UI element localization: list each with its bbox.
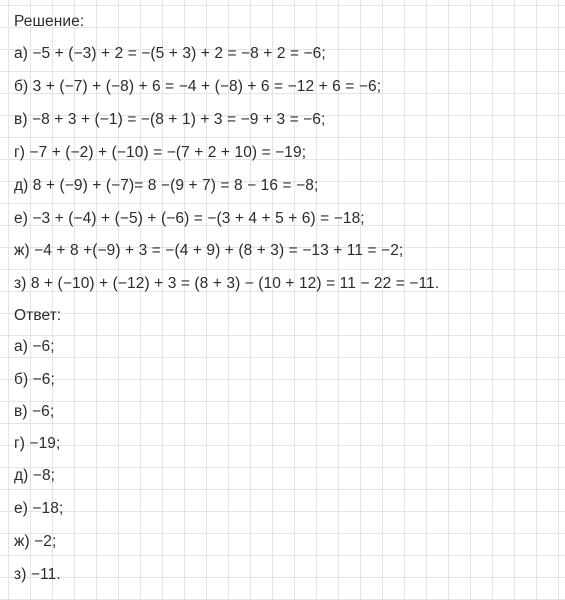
answer-heading: Ответ: <box>14 307 62 324</box>
answer-line-a: а) −6; <box>14 338 55 355</box>
solution-line-d: д) 8 + (−9) + (−7)= 8 −(9 + 7) = 8 − 16 = −8; <box>14 177 319 194</box>
answer-line-d: д) −8; <box>14 467 56 484</box>
solution-line-g: г) −7 + (−2) + (−10) = −(7 + 2 + 10) = −19; <box>14 144 307 161</box>
answer-line-b: б) −6; <box>14 371 55 388</box>
solution-line-e: е) −3 + (−4) + (−5) + (−6) = −(3 + 4 + 5 + 6) = −18; <box>14 210 365 227</box>
answer-line-g: г) −19; <box>14 435 61 452</box>
answer-line-z: з) −11. <box>14 566 61 583</box>
answer-line-e: е) −18; <box>14 500 64 517</box>
solution-line-zh: ж) −4 + 8 +(−9) + 3 = −(4 + 9) + (8 + 3) = −13 + 11 = −2; <box>14 242 404 259</box>
answer-line-zh: ж) −2; <box>14 533 57 550</box>
solution-line-b: б) 3 + (−7) + (−8) + 6 = −4 + (−8) + 6 = −12 + 6 = −6; <box>14 78 382 95</box>
solution-line-a: а) −5 + (−3) + 2 = −(5 + 3) + 2 = −8 + 2 = −6; <box>14 45 326 62</box>
answer-line-v: в) −6; <box>14 403 55 420</box>
solution-line-v: в) −8 + 3 + (−1) = −(8 + 1) + 3 = −9 + 3 = −6; <box>14 111 326 128</box>
solution-line-z: з) 8 + (−10) + (−12) + 3 = (8 + 3) − (10 + 12) = 11 − 22 = −11. <box>14 275 440 292</box>
solution-heading: Решение: <box>14 13 85 30</box>
